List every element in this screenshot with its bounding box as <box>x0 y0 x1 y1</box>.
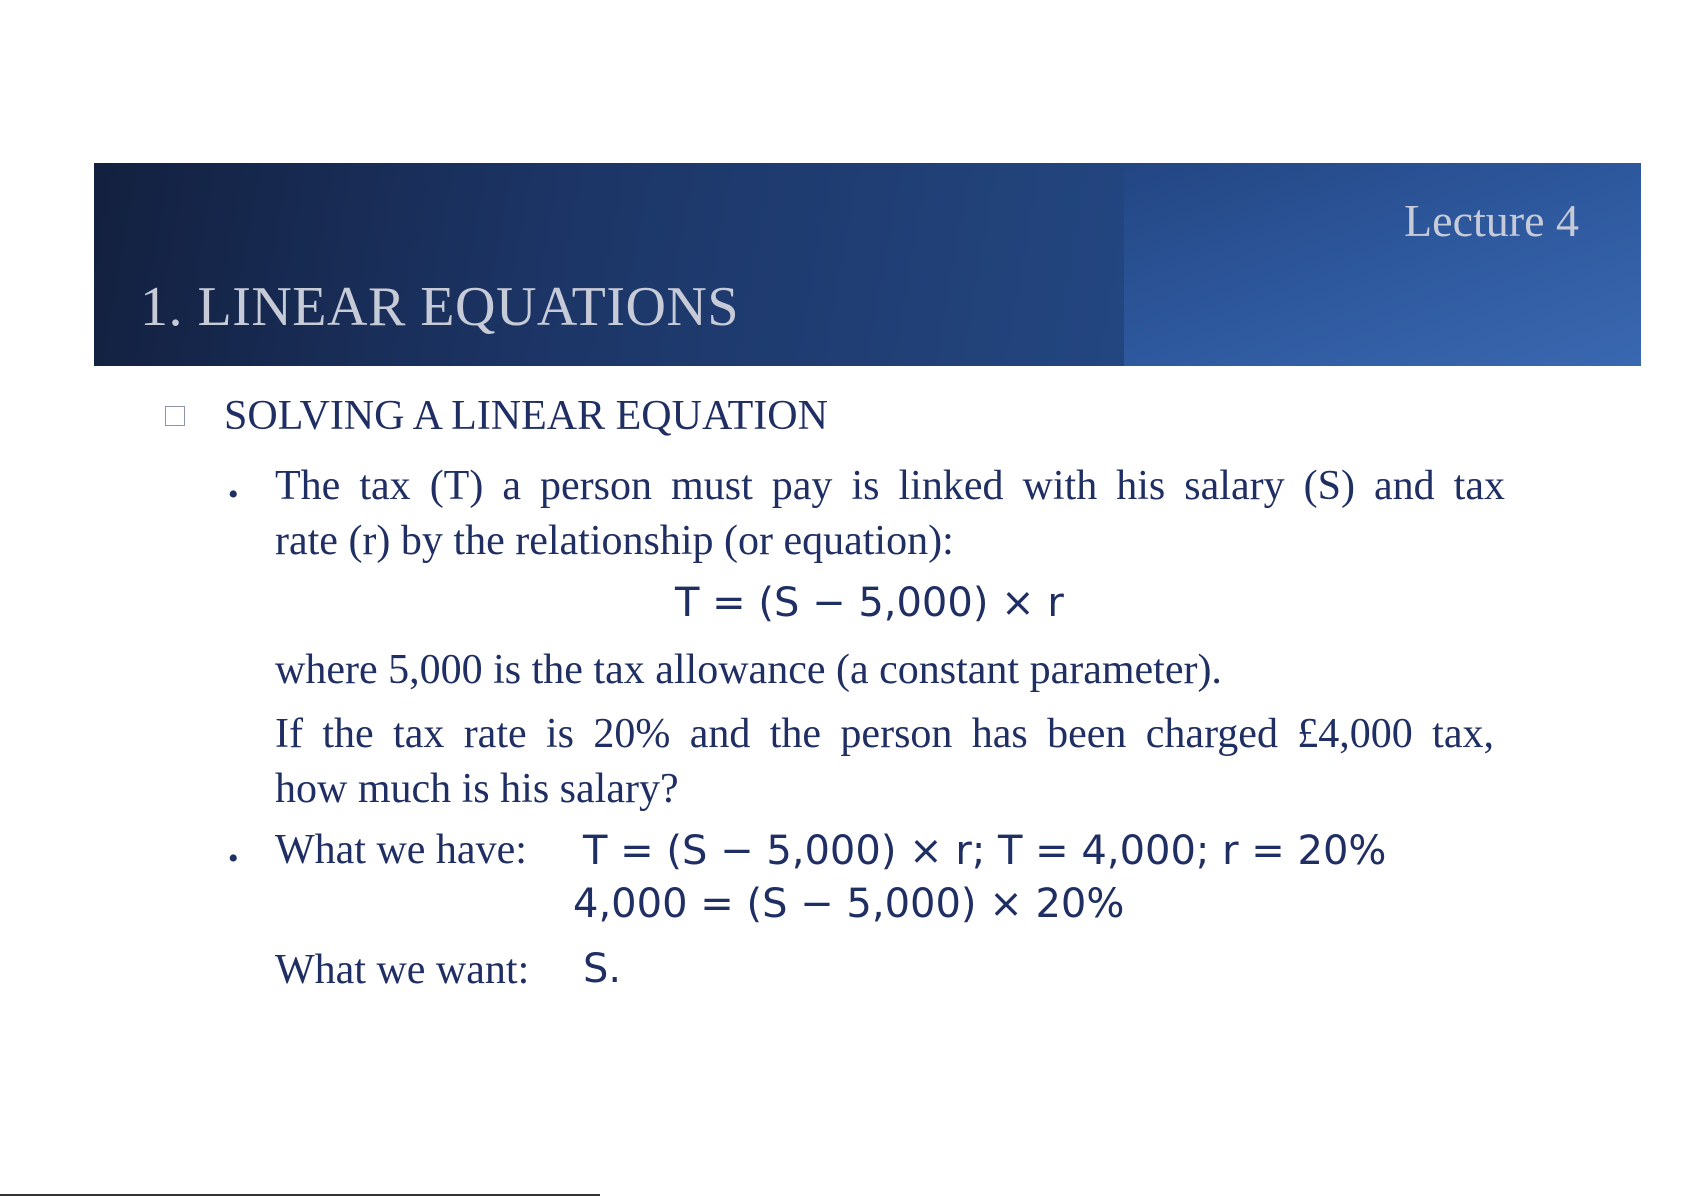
checkbox-bullet-icon <box>165 406 185 426</box>
want-label: What we want: <box>275 947 530 993</box>
have-equation-1: T = (S − 5,000) × r; T = 4,000; r = 20% <box>583 828 1387 874</box>
want-value: S. <box>583 946 622 992</box>
slide-title: 1. LINEAR EQUATIONS <box>140 276 740 338</box>
bullet-icon: • <box>228 478 239 511</box>
subheading: SOLVING A LINEAR EQUATION <box>224 393 828 439</box>
paragraph-2: where 5,000 is the tax allowance (a constant parameter). <box>275 647 1222 693</box>
main-equation: T = (S − 5,000) × r <box>675 580 1064 626</box>
paragraph-1-line-1: The tax (T) a person must pay is linked with his salary (S) and tax <box>275 463 1505 509</box>
paragraph-1-line-2: rate (r) by the relationship (or equation): <box>275 518 954 564</box>
paragraph-3-line-2: how much is his salary? <box>275 766 679 812</box>
bullet-icon: • <box>228 842 239 875</box>
have-equation-2: 4,000 = (S − 5,000) × 20% <box>573 881 1125 927</box>
lecture-label: Lecture 4 <box>1404 195 1579 246</box>
paragraph-3-line-1: If the tax rate is 20% and the person has been charged £4,000 tax, <box>275 711 1494 757</box>
title-banner <box>94 163 1641 366</box>
have-label: What we have: <box>275 827 527 873</box>
